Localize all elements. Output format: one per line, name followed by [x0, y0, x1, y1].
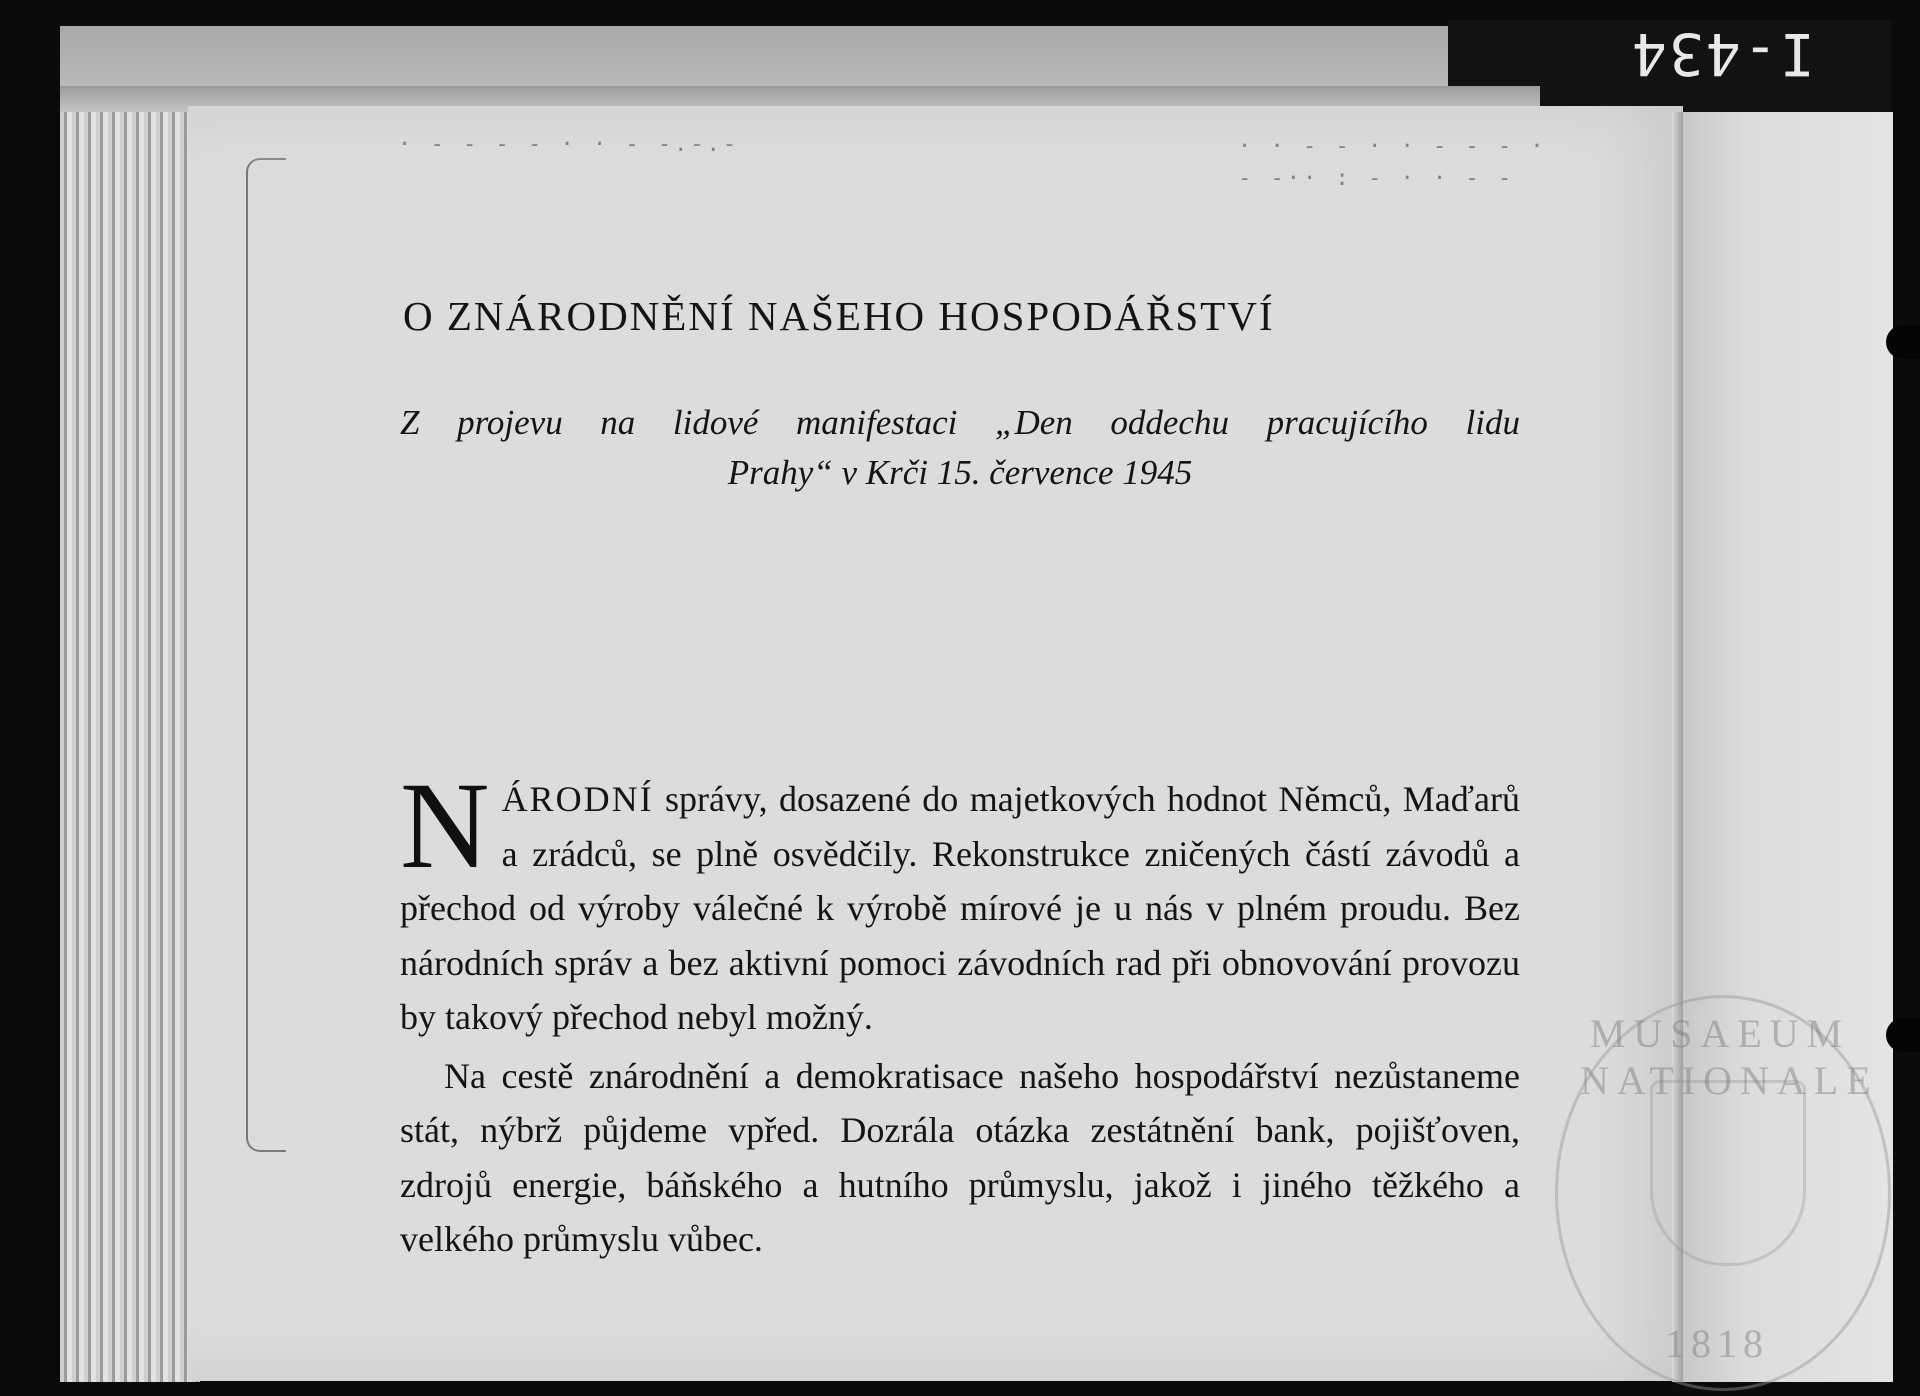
stamp-text: MUSAEUM NATIONALE [1580, 1011, 1879, 1103]
page-edges [60, 112, 200, 1382]
paragraph-text: správy, dosazené do majetkových hodnot Němců, Maďarů a zrádců, se plně osvědčily. Rekonstrukce zničených částí závodů a přechod od výroby válečné k výrobě mírové je u nás v plném proudu. Bez národních správ a bez aktivní pomoci závodních rad při obnovování provozu by takový přechod nebyl možný. [400, 779, 1520, 1037]
stamp-shield-icon [1650, 1080, 1806, 1266]
stamp-year: 1818 [1665, 1321, 1769, 1366]
paragraph [400, 757, 1520, 1045]
subtitle-line: Prahy“ v Krči 15. července 1945 [727, 453, 1193, 492]
pencil-bracket [246, 158, 286, 1152]
film-notch [1886, 1018, 1920, 1052]
smudge-mark: · - - - - · · - -.-.- [398, 132, 740, 157]
smudge-mark: · · - - · · - - - · [1238, 134, 1547, 159]
subtitle [400, 398, 1520, 498]
lead-caps: ÁRODNÍ [501, 779, 654, 819]
smudge-mark: - -·· : - · · - - [1238, 166, 1515, 191]
archive-mark: I-434 [1630, 20, 1815, 88]
page-title: O ZNÁRODNĚNÍ NAŠEHO HOSPODÁŘSTVÍ [403, 293, 1275, 339]
paragraph: Na cestě znárodnění a demokratisace našeho hospodářství nezůstaneme stát, nýbrž půjdeme vpřed. Dozrála otázka zestátnění bank, pojišťoven, zdrojů energie, báňského a hutního průmyslu, jakož i jiného těžkého a velkého průmyslu vůbec. [400, 1055, 1520, 1259]
drop-cap: N [400, 757, 490, 894]
film-notch [1886, 325, 1920, 359]
subtitle-line: Z projevu na lidové manifestaci „Den oddechu pracujícího lidu [400, 403, 1520, 442]
body-text [400, 757, 1520, 1267]
